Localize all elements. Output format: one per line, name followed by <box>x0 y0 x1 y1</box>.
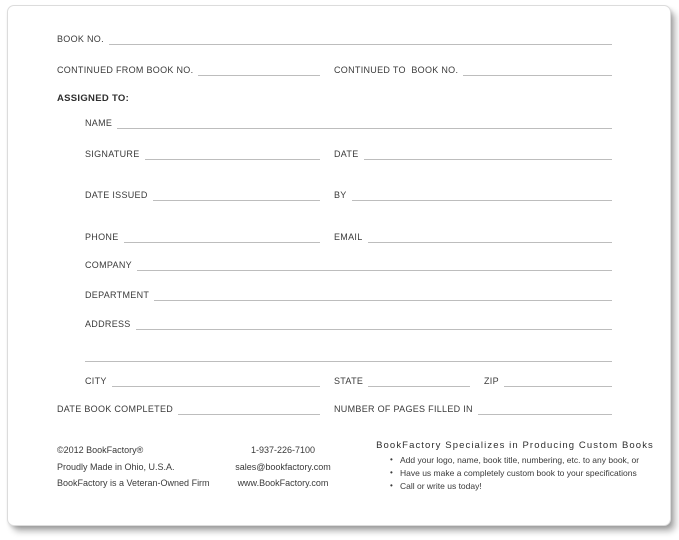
footer-website: www.BookFactory.com <box>237 478 329 488</box>
company-row <box>8 255 670 271</box>
city-field[interactable] <box>112 375 320 387</box>
phone-row <box>8 227 670 243</box>
promo-bullet <box>366 467 664 480</box>
continued-from-field[interactable] <box>198 64 320 76</box>
signature-row <box>8 144 670 160</box>
bullet-icon: • <box>390 455 393 464</box>
number-of-pages-field[interactable] <box>478 403 612 415</box>
promo-bullet <box>366 480 664 493</box>
department-row <box>8 285 670 301</box>
date-label: DATE <box>334 149 359 159</box>
bullet-icon: • <box>390 480 393 490</box>
footer-contact-info <box>183 442 383 492</box>
company-label: COMPANY <box>85 260 132 270</box>
signature-label: SIGNATURE <box>85 149 140 159</box>
zip-field[interactable] <box>504 375 612 387</box>
by-field[interactable] <box>352 189 612 201</box>
state-label: STATE <box>334 376 364 386</box>
address-row-2 <box>8 346 670 362</box>
address-row <box>8 314 670 330</box>
email-label: EMAIL <box>334 232 363 242</box>
city-state-zip-row <box>8 371 670 387</box>
continued-row <box>8 60 670 76</box>
promo-bullet-text: Have us make a completely custom book to your specifications <box>400 467 637 478</box>
zip-label: ZIP <box>484 376 499 386</box>
date-issued-label: DATE ISSUED <box>85 190 148 200</box>
department-label: DEPARTMENT <box>85 290 150 300</box>
date-book-completed-label: DATE BOOK COMPLETED <box>57 404 174 414</box>
address-label: ADDRESS <box>85 319 131 329</box>
city-label: CITY <box>85 376 107 386</box>
name-row <box>8 113 670 129</box>
footer-promo <box>366 440 664 492</box>
continued-from-label: CONTINUED FROM BOOK NO. <box>57 65 194 75</box>
footer-veteran: BookFactory is a Veteran-Owned Firm <box>57 478 210 488</box>
address-field-line2[interactable] <box>85 350 612 362</box>
continued-to-label: CONTINUED TO BOOK NO. <box>334 65 459 75</box>
continued-to-field[interactable] <box>463 64 612 76</box>
state-field[interactable] <box>368 375 470 387</box>
by-label: BY <box>334 190 347 200</box>
date-issued-field[interactable] <box>153 189 320 201</box>
promo-bullet-text: Add your logo, name, book title, numbering, etc. to any book, or <box>400 455 640 465</box>
form-page <box>7 5 671 526</box>
phone-label: PHONE <box>85 232 119 242</box>
email-field[interactable] <box>368 231 612 243</box>
completed-row <box>8 399 670 415</box>
name-label: NAME <box>85 118 113 128</box>
footer-copyright: ©2012 BookFactory® <box>57 445 144 455</box>
footer-phone: 1-937-226-7100 <box>250 445 316 455</box>
date-book-completed-field[interactable] <box>178 403 320 415</box>
date-field[interactable] <box>364 148 612 160</box>
footer-made-in: Proudly Made in Ohio, U.S.A. <box>57 461 175 472</box>
book-no-row <box>8 29 670 45</box>
phone-field[interactable] <box>124 231 320 243</box>
address-field[interactable] <box>136 318 612 330</box>
promo-title: BookFactory Specializes in Producing Custom Books <box>376 440 654 451</box>
footer-email: sales@bookfactory.com <box>235 461 331 472</box>
bullet-icon: • <box>390 467 393 477</box>
promo-bullet <box>366 454 664 467</box>
number-of-pages-label: NUMBER OF PAGES FILLED IN <box>334 404 473 414</box>
company-field[interactable] <box>137 259 612 271</box>
book-no-label: BOOK NO. <box>57 34 104 44</box>
promo-bullet-text: Call or write us today! <box>400 480 482 491</box>
department-field[interactable] <box>154 289 612 301</box>
date-issued-row <box>8 185 670 201</box>
book-no-field[interactable] <box>109 33 612 45</box>
assigned-to-row <box>8 88 670 104</box>
assigned-to-heading: ASSIGNED TO: <box>57 93 130 104</box>
name-field[interactable] <box>117 117 612 129</box>
signature-field[interactable] <box>145 148 320 160</box>
